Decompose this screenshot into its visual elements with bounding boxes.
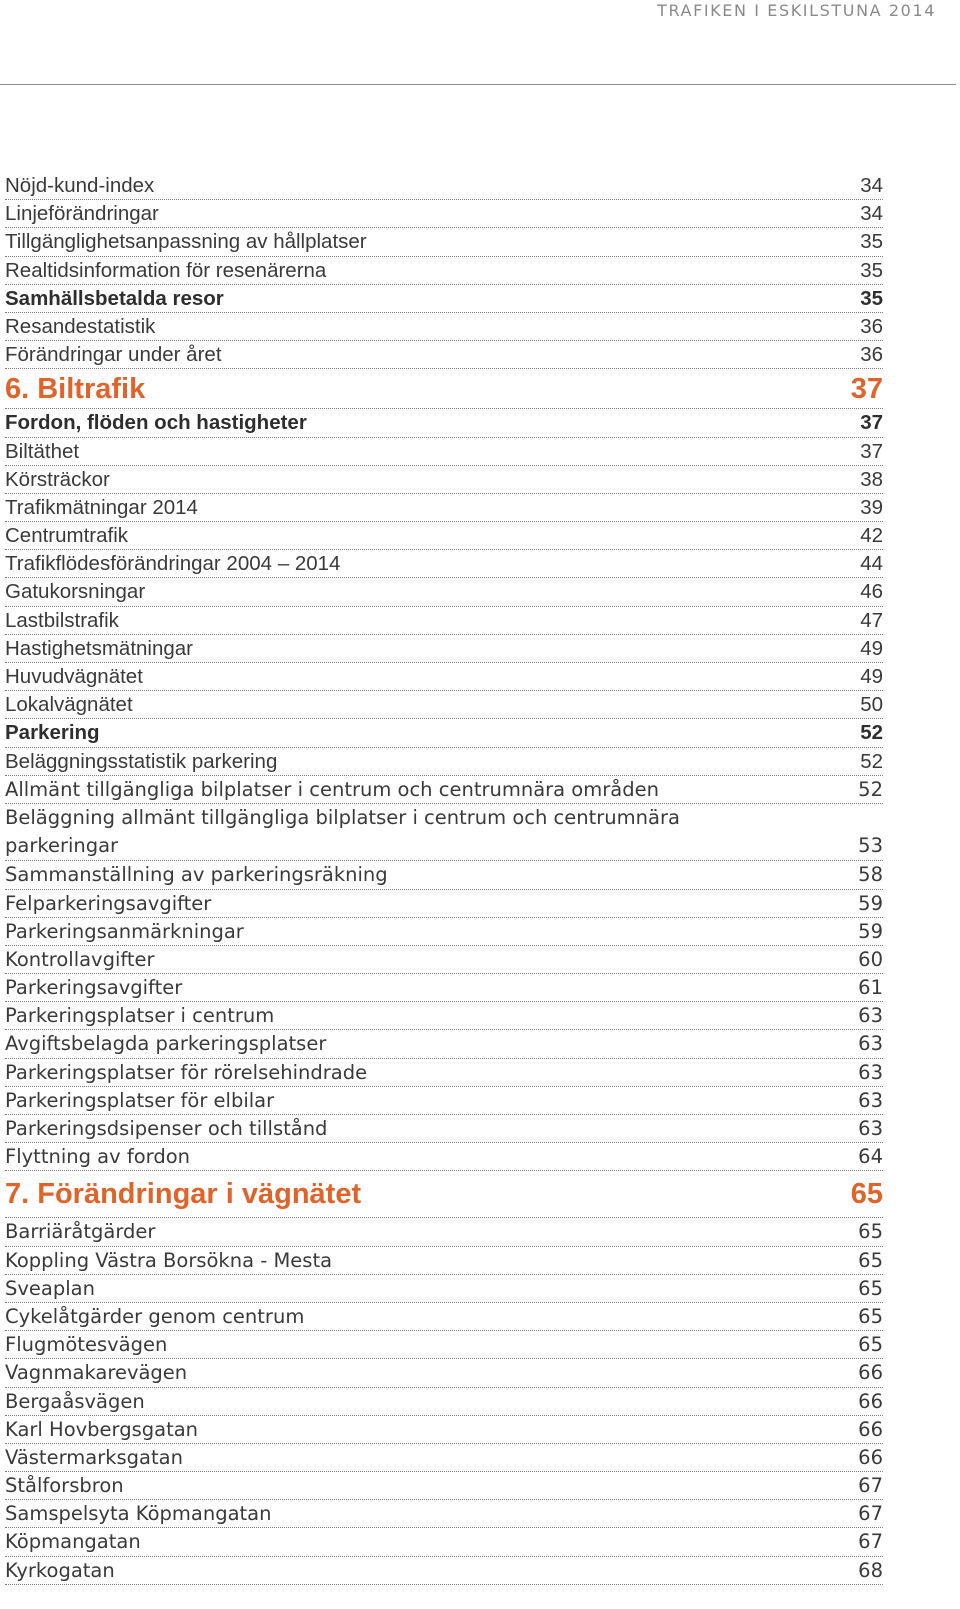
toc-entry[interactable] xyxy=(5,1087,883,1115)
toc-entry-page-number: 63 xyxy=(858,1032,883,1056)
toc-entry-page-number: 65 xyxy=(858,1333,883,1357)
toc-entry-page-number: 65 xyxy=(858,1220,883,1244)
toc-entry-page-number: 66 xyxy=(858,1445,883,1469)
toc-entry-page-number: 60 xyxy=(858,947,883,971)
toc-entry[interactable] xyxy=(5,1247,883,1275)
toc-entry[interactable] xyxy=(5,1388,883,1416)
toc-entry-title: Sveaplan xyxy=(5,1276,95,1300)
toc-entry[interactable] xyxy=(5,172,883,200)
toc-entry-page-number: 59 xyxy=(858,891,883,915)
toc-entry-page-number: 66 xyxy=(858,1361,883,1385)
toc-entry-title: Flugmötesvägen xyxy=(5,1333,168,1357)
toc-entry[interactable] xyxy=(5,1528,883,1556)
toc-entry[interactable] xyxy=(5,313,883,341)
toc-entry-title: Västermarksgatan xyxy=(5,1445,183,1469)
toc-entry-title: Förändringar under året xyxy=(5,343,222,367)
table-of-contents xyxy=(5,172,883,1585)
toc-entry-page-number: 42 xyxy=(860,524,883,548)
toc-entry[interactable] xyxy=(5,1218,883,1246)
toc-entry-page-number: 36 xyxy=(860,343,883,367)
toc-entry-page-number: 37 xyxy=(860,439,883,463)
toc-entry[interactable] xyxy=(5,1143,883,1171)
toc-entry-title: Realtidsinformation för resenärerna xyxy=(5,258,327,282)
toc-entry[interactable] xyxy=(5,1331,883,1359)
toc-entry-title: Cykelåtgärder genom centrum xyxy=(5,1304,305,1328)
toc-entry-title: Koppling Västra Borsökna - Mesta xyxy=(5,1248,333,1272)
toc-entry-page-number: 63 xyxy=(858,1060,883,1084)
toc-entry-page-number: 67 xyxy=(858,1502,883,1526)
toc-entry[interactable] xyxy=(5,1275,883,1303)
toc-entry-title: Stålforsbron xyxy=(5,1474,124,1498)
toc-entry-title: Felparkeringsavgifter xyxy=(5,891,212,915)
toc-entry-title: Avgiftsbelagda parkeringsplatser xyxy=(5,1032,327,1056)
toc-entry[interactable] xyxy=(5,1030,883,1058)
toc-entry-page-number: 58 xyxy=(858,863,883,887)
toc-entry-title: Parkeringsdsipenser och tillstånd xyxy=(5,1117,328,1141)
toc-entry-page-number: 36 xyxy=(860,314,883,338)
toc-entry[interactable] xyxy=(5,369,883,409)
toc-entry[interactable] xyxy=(5,861,883,889)
toc-entry[interactable] xyxy=(5,1500,883,1528)
toc-entry-title: Nöjd-kund-index xyxy=(5,174,155,197)
toc-entry-page-number: 35 xyxy=(860,286,883,310)
toc-entry-title: Trafikmätningar 2014 xyxy=(5,495,198,519)
toc-entry-title: Fordon, flöden och hastigheter xyxy=(5,411,307,435)
toc-entry-page-number: 34 xyxy=(860,202,883,226)
toc-entry-page-number: 65 xyxy=(850,1178,883,1211)
toc-entry-page-number: 47 xyxy=(860,608,883,632)
toc-entry-title-line2: parkeringar xyxy=(5,834,119,858)
toc-entry[interactable] xyxy=(5,1002,883,1030)
toc-entry-title: Lokalvägnätet xyxy=(5,693,133,717)
toc-entry-page-number: 66 xyxy=(858,1389,883,1413)
toc-entry-title: Biltäthet xyxy=(5,439,80,463)
toc-entry[interactable] xyxy=(5,578,883,606)
toc-entry-title: Karl Hovbergsgatan xyxy=(5,1417,199,1441)
toc-entry-title: Tillgänglighetsanpassning av hållplatser xyxy=(5,230,367,254)
toc-entry-page-number: 49 xyxy=(860,665,883,688)
toc-entry-title: Parkeringsplatser i centrum xyxy=(5,1004,275,1028)
toc-entry[interactable] xyxy=(5,409,883,437)
toc-entry-page-number: 65 xyxy=(858,1248,883,1272)
toc-entry-title: Beläggningsstatistik parkering xyxy=(5,749,278,773)
toc-entry[interactable] xyxy=(5,466,883,494)
toc-entry-page-number: 65 xyxy=(858,1276,883,1300)
toc-entry[interactable] xyxy=(5,1115,883,1143)
toc-entry[interactable] xyxy=(5,494,883,522)
toc-entry-title: Samspelsyta Köpmangatan xyxy=(5,1502,272,1526)
toc-entry-title: Körsträckor xyxy=(5,467,110,491)
toc-entry-page-number: 52 xyxy=(858,777,883,801)
toc-entry-page-number: 38 xyxy=(860,467,883,491)
toc-entry[interactable] xyxy=(5,890,883,918)
toc-entry-title: Kontrollavgifter xyxy=(5,947,155,971)
toc-entry-title: Gatukorsningar xyxy=(5,580,146,604)
toc-entry-page-number: 59 xyxy=(858,919,883,943)
toc-entry[interactable] xyxy=(5,550,883,578)
toc-entry[interactable] xyxy=(5,635,883,663)
toc-entry-page-number: 66 xyxy=(858,1417,883,1441)
toc-entry[interactable] xyxy=(5,776,883,804)
toc-entry-page-number: 68 xyxy=(858,1558,883,1582)
toc-entry-title: Vagnmakarevägen xyxy=(5,1361,188,1385)
toc-entry[interactable] xyxy=(5,748,883,776)
toc-entry[interactable] xyxy=(5,663,883,691)
toc-entry[interactable] xyxy=(5,946,883,974)
toc-entry-page-number: 37 xyxy=(850,373,883,406)
toc-entry[interactable] xyxy=(5,522,883,550)
toc-entry[interactable] xyxy=(5,228,883,256)
toc-entry-page-number: 52 xyxy=(860,721,883,745)
toc-entry-title: Kyrkogatan xyxy=(5,1558,115,1582)
toc-entry-title xyxy=(5,804,843,860)
toc-entry-page-number: 39 xyxy=(860,495,883,519)
toc-entry-page-number: 46 xyxy=(860,580,883,604)
toc-entry-page-number: 63 xyxy=(858,1088,883,1112)
toc-entry-page-number: 63 xyxy=(858,1117,883,1141)
toc-entry-title: Hastighetsmätningar xyxy=(5,636,194,660)
toc-entry-title: Flyttning av fordon xyxy=(5,1145,191,1169)
toc-entry-title: Trafikflödesförändringar 2004 – 2014 xyxy=(5,552,341,576)
toc-entry[interactable] xyxy=(5,285,883,313)
toc-entry-title: Lastbilstrafik xyxy=(5,608,119,632)
toc-entry[interactable] xyxy=(5,1444,883,1472)
toc-entry-page-number: 67 xyxy=(858,1530,883,1554)
toc-entry-title: Huvudvägnätet xyxy=(5,665,143,688)
toc-entry-title: Parkeringsplatser för elbilar xyxy=(5,1088,275,1112)
toc-entry-page-number: 35 xyxy=(860,258,883,282)
toc-entry-title: Resandestatistik xyxy=(5,314,156,338)
toc-entry-title: Barriäråtgärder xyxy=(5,1220,156,1244)
toc-entry-page-number: 34 xyxy=(860,174,883,197)
toc-entry[interactable] xyxy=(5,438,883,466)
toc-entry-title: Parkering xyxy=(5,721,100,745)
toc-entry-title: Linjeförändringar xyxy=(5,202,159,226)
toc-entry[interactable] xyxy=(5,200,883,228)
toc-entry-page-number: 35 xyxy=(860,230,883,254)
toc-entry-page-number: 50 xyxy=(860,693,883,717)
toc-entry[interactable] xyxy=(5,719,883,747)
toc-entry[interactable] xyxy=(5,1472,883,1500)
toc-entry[interactable] xyxy=(5,1171,883,1218)
toc-entry[interactable] xyxy=(5,341,883,369)
toc-entry-title: Parkeringsanmärkningar xyxy=(5,919,244,943)
toc-entry-page-number: 49 xyxy=(860,636,883,660)
toc-entry[interactable] xyxy=(5,974,883,1002)
toc-entry[interactable] xyxy=(5,1557,883,1585)
toc-entry[interactable] xyxy=(5,804,883,861)
toc-entry[interactable] xyxy=(5,607,883,635)
toc-entry-page-number: 64 xyxy=(858,1145,883,1169)
toc-entry-title: 6. Biltrafik xyxy=(5,373,146,406)
toc-entry-title: Köpmangatan xyxy=(5,1530,141,1554)
toc-entry[interactable] xyxy=(5,1359,883,1387)
toc-entry-page-number: 67 xyxy=(858,1474,883,1498)
toc-entry[interactable] xyxy=(5,257,883,285)
toc-entry-title: Sammanställning av parkeringsräkning xyxy=(5,863,388,887)
toc-entry[interactable] xyxy=(5,1416,883,1444)
toc-entry-title: Samhällsbetalda resor xyxy=(5,286,224,310)
toc-entry-page-number: 65 xyxy=(858,1304,883,1328)
toc-entry-page-number: 44 xyxy=(860,552,883,576)
toc-entry-page-number: 61 xyxy=(858,976,883,1000)
toc-entry[interactable] xyxy=(5,1303,883,1331)
toc-entry-page-number: 37 xyxy=(860,411,883,435)
toc-entry-title: Parkeringsavgifter xyxy=(5,976,183,1000)
toc-entry-page-number: 52 xyxy=(860,749,883,773)
toc-entry-title-line1: Beläggning allmänt tillgängliga bilplatser i centrum och centrumnära xyxy=(5,805,680,829)
header-divider xyxy=(0,84,956,85)
toc-entry-title: Allmänt tillgängliga bilplatser i centrum och centrumnära områden xyxy=(5,777,659,801)
toc-entry[interactable] xyxy=(5,1059,883,1087)
toc-entry[interactable] xyxy=(5,691,883,719)
toc-entry[interactable] xyxy=(5,918,883,946)
toc-entry-page-number: 53 xyxy=(858,834,883,858)
toc-entry-title: Parkeringsplatser för rörelsehindrade xyxy=(5,1060,368,1084)
toc-entry-page-number: 63 xyxy=(858,1004,883,1028)
toc-entry-title: Bergaåsvägen xyxy=(5,1389,145,1413)
running-header-title: TRAFIKEN I ESKILSTUNA 2014 xyxy=(657,1,936,20)
toc-entry-title: 7. Förändringar i vägnätet xyxy=(5,1178,362,1211)
toc-entry-title: Centrumtrafik xyxy=(5,524,129,548)
